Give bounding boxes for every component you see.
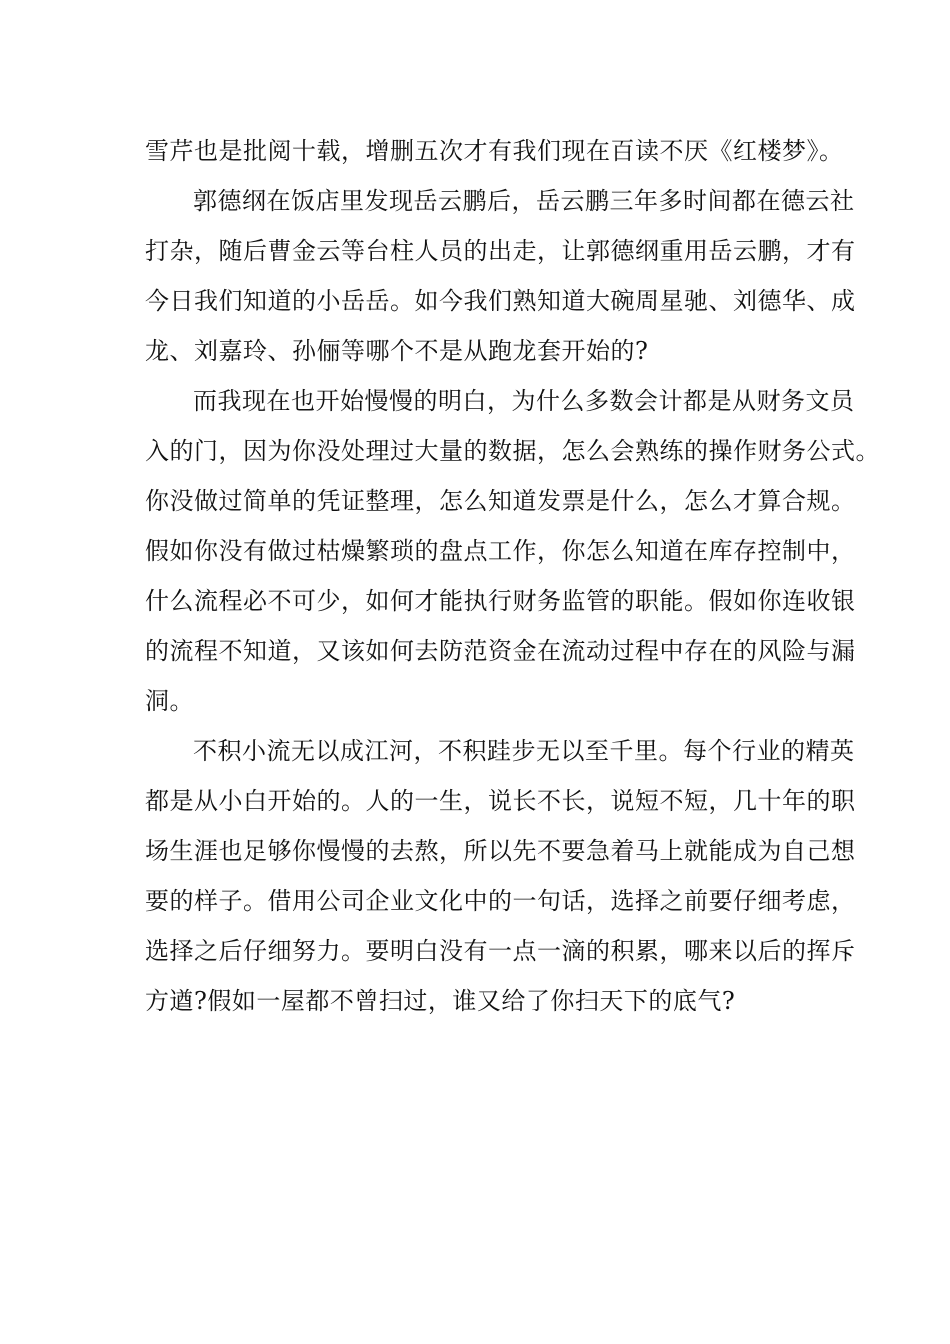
text-line: 打杂，随后曹金云等台柱人员的出走，让郭德纲重用岳云鹏，才有 bbox=[145, 237, 856, 265]
text-line: 的流程不知道，又该如何去防范资金在流动过程中存在的风险与漏 bbox=[145, 637, 856, 665]
text-line: 什么流程必不可少，如何才能执行财务监管的职能。假如你连收银 bbox=[145, 587, 856, 615]
text-line: 要的样子。借用公司企业文化中的一句话，选择之前要仔细考虑， bbox=[145, 887, 856, 915]
text-line: 今日我们知道的小岳岳。如今我们熟知道大碗周星驰、刘德华、成 bbox=[145, 287, 856, 315]
paragraph-start-line: 不积小流无以成江河，不积跬步无以至千里。每个行业的精英 bbox=[193, 737, 855, 765]
text-line: 洞。 bbox=[145, 687, 194, 715]
text-line: 假如你没有做过枯燥繁琐的盘点工作，你怎么知道在库存控制中， bbox=[145, 537, 856, 565]
text-line: 场生涯也足够你慢慢的去熬，所以先不要急着马上就能成为自己想 bbox=[145, 837, 856, 865]
paragraph-start-line: 而我现在也开始慢慢的明白，为什么多数会计都是从财务文员 bbox=[193, 387, 855, 415]
text-line: 入的门，因为你没处理过大量的数据，怎么会熟练的操作财务公式。 bbox=[145, 437, 880, 465]
text-line: 方遒?假如一屋都不曾扫过，谁又给了你扫天下的底气? bbox=[145, 987, 736, 1015]
text-line: 你没做过简单的凭证整理，怎么知道发票是什么，怎么才算合规。 bbox=[145, 487, 856, 515]
text-line: 龙、刘嘉玲、孙俪等哪个不是从跑龙套开始的? bbox=[145, 337, 649, 365]
text-line: 都是从小白开始的。人的一生，说长不长，说短不短，几十年的职 bbox=[145, 787, 856, 815]
paragraph-start-line: 郭德纲在饭店里发现岳云鹏后，岳云鹏三年多时间都在德云社 bbox=[193, 187, 855, 215]
text-line: 雪芹也是批阅十载，增删五次才有我们现在百读不厌《红楼梦》。 bbox=[145, 137, 844, 165]
text-line: 选择之后仔细努力。要明白没有一点一滴的积累，哪来以后的挥斥 bbox=[145, 937, 856, 965]
